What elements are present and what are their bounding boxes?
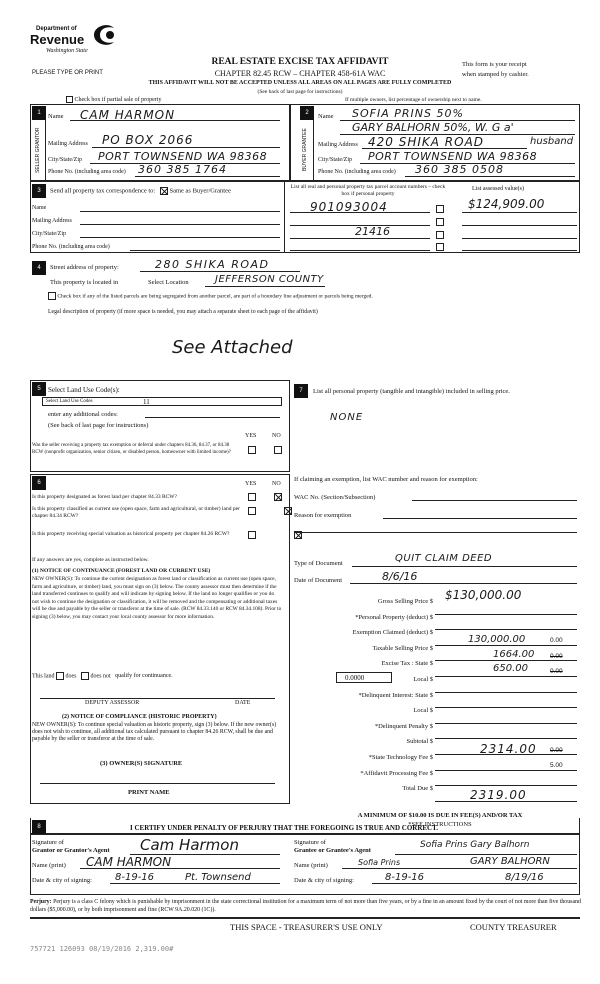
taxable-printed: 0.00	[550, 637, 563, 644]
seller-name-label: Name	[48, 113, 64, 120]
grantee-name-label: Name (print)	[294, 862, 328, 869]
seller-phone[interactable]: 360 385 1764	[138, 163, 227, 176]
buyer-name-label: Name	[318, 113, 334, 120]
taxable-price[interactable]: 130,000.00	[468, 634, 526, 645]
seller-mailing[interactable]: PO BOX 2066	[102, 133, 194, 147]
dept-of-text: Department of	[36, 26, 77, 32]
grantee-sig-label-2: Grantee or Grantee's Agent	[294, 847, 371, 854]
county[interactable]: JEFFERSON COUNTY	[215, 274, 324, 285]
parcel-1[interactable]: 901093004	[310, 200, 388, 214]
doc-type[interactable]: QUIT CLAIM DEED	[395, 553, 493, 564]
legal-description[interactable]: See Attached	[172, 337, 293, 358]
current-use-yes-checkbox[interactable]	[248, 507, 256, 515]
land-use-yes: YES	[245, 433, 257, 439]
designation-box	[30, 474, 290, 804]
partial-sale-checkbox[interactable]	[66, 96, 73, 103]
receipt-note-line2: when stamped by cashier.	[462, 71, 529, 78]
this-land-label: This land	[32, 673, 55, 680]
segregated-checkbox[interactable]	[48, 292, 56, 300]
grantee-date-1[interactable]: 8-19-16	[385, 872, 425, 883]
buyer-mailing-label: Mailing Address	[318, 142, 358, 148]
seller-side-label: SELLER GRANTOR	[35, 127, 41, 173]
partial-sale-label: Check box if partial sale of property	[74, 96, 162, 103]
compliance-text: NEW OWNER(S): To continue special valuation as historic property, sign (3) below. If the new owner(s) does not wish to continue, all additional tax calculated pursuant to chapter 84.26 RCW, shall be due and payable by the seller or transferor at the time of sale.	[32, 722, 277, 742]
exemption-question: Was the seller receiving a property tax exemption or deferral under chapters 84.36, 84.37, or 84.38 RCW (nonprofit organization, senior citizen, or disabled person, homeowner with limited income)?	[32, 443, 231, 455]
section-6-number: 6	[32, 476, 46, 490]
revenue-text: Revenue	[30, 32, 85, 47]
print-name-label: PRINT NAME	[128, 789, 170, 796]
grantee-sig-label-1: Signature of	[294, 839, 326, 846]
seller-mailing-label: Mailing Address	[48, 141, 88, 147]
forest-yes-checkbox[interactable]	[248, 493, 256, 501]
owner-signature-label: (3) OWNER(S) SIGNATURE	[100, 760, 183, 767]
buyer-mailing[interactable]: 420 SHIKA ROAD	[368, 135, 485, 149]
select-location[interactable]: Select Location	[148, 279, 189, 286]
tax-labels	[300, 594, 433, 797]
seller-city-label: City/State/Zip	[48, 157, 82, 163]
section-5-number: 5	[32, 382, 46, 396]
see-instructions-note: *SEE INSTRUCTIONS	[408, 821, 472, 828]
dor-logo	[30, 22, 125, 64]
grantee-name-2[interactable]: GARY BALHORN	[470, 856, 550, 867]
doc-date-label: Date of Document	[294, 577, 343, 584]
buyer-phone-label: Phone No. (including area code)	[318, 169, 396, 175]
parcels-header: List all real and personal property tax parcel account numbers – check box if personal property	[290, 184, 446, 197]
buyer-name-2[interactable]: GARY BALHORN 50%, W. G a'	[352, 121, 514, 134]
form-warning: THIS AFFIDAVIT WILL NOT BE ACCEPTED UNLESS ALL AREAS ON ALL PAGES ARE FULLY COMPLETED	[148, 80, 452, 86]
grantor-sig-label-1: Signature of	[32, 839, 64, 846]
street-label: Street address of property:	[50, 264, 119, 271]
land-use-see-back: (See back of last page for instructions)	[48, 422, 149, 429]
assessed-header: List assessed value(s)	[472, 186, 524, 192]
buyer-side-label: BUYER GRANTEE	[302, 128, 308, 172]
forest-question: Is this property designated as forest land per chapter 84.33 RCW?	[32, 494, 177, 500]
grantor-signature[interactable]: Cam Harmon	[140, 836, 239, 854]
exemption-claim-label: If claiming an exemption, list WAC number and reason for exemption:	[294, 476, 478, 483]
receipt-note-line1: This form is your receipt	[462, 61, 527, 68]
excise-state-label: Excise Tax : State $	[381, 660, 433, 668]
historic-question: Is this property receiving special valuation as historical property per chapter 84.26 RCW?	[32, 531, 230, 537]
see-back-instructions: (See back of last page for instructions)	[257, 89, 343, 95]
delinq-penalty-label: *Delinquent Penalty $	[374, 722, 433, 730]
buyer-husband-note: husband	[530, 136, 574, 147]
same-as-buyer-checkbox[interactable]	[160, 187, 168, 195]
buyer-phone[interactable]: 360 385 0508	[415, 163, 504, 176]
doc-type-label: Type of Document	[294, 560, 343, 567]
tech-fee: 5.00	[550, 762, 563, 769]
gross-label: Gross Selling Price $	[377, 598, 433, 605]
corr-name-label: Name	[32, 205, 47, 211]
excise-state-printed: 0.00	[550, 653, 563, 660]
located-label: This property is located in	[50, 279, 119, 286]
subtotal[interactable]: 2314.00	[480, 742, 537, 756]
delinq-local-label: Local $	[413, 707, 433, 715]
if-yes-note: If any answers are yes, complete as instructed below.	[32, 557, 149, 563]
section-4-number: 4	[32, 261, 46, 275]
qualify-label: qualify for continuance.	[115, 673, 173, 680]
seller-phone-label: Phone No. (including area code)	[48, 169, 126, 175]
parcel-2-checkbox[interactable]	[436, 218, 444, 226]
segregated-row	[48, 292, 373, 300]
wa-logo-icon	[90, 22, 120, 48]
receipt-note	[462, 60, 529, 80]
section-8-number: 8	[32, 820, 46, 834]
current-use-question: Is this property classified as current use (open space, farm and agricultural, or timber) land per chapter 84.34 RCW?	[32, 506, 240, 519]
minimum-note: A MINIMUM OF $10.00 IS DUE IN FEE(S) AND/OR TAX	[357, 812, 523, 819]
grantee-name-1[interactable]: Sofia Prins	[358, 858, 401, 867]
personal-deduct-label: *Personal Property (deduct) $	[355, 613, 433, 621]
parcel-2[interactable]: 21416	[355, 225, 390, 238]
grantee-sig-label	[294, 839, 371, 855]
perjury-text	[30, 898, 585, 914]
corr-phone-label: Phone No. (including area code)	[32, 244, 110, 250]
excise-state[interactable]: 1664.00	[493, 649, 535, 660]
deputy-date-label: DATE	[235, 700, 251, 706]
section-2-number: 2	[300, 106, 314, 120]
tech-fee-label: *State Technology Fee $	[368, 753, 433, 761]
gross-price[interactable]: $130,000.00	[445, 588, 522, 602]
seller-city[interactable]: PORT TOWNSEND WA 98368	[98, 150, 268, 163]
grantee-signature[interactable]: Sofia Prins Gary Balhorn	[420, 840, 530, 850]
grantor-sig-label-2: Grantor or Grantor's Agent	[32, 847, 110, 854]
same-as-buyer-label: Same as Buyer/Grantee	[169, 187, 231, 195]
buyer-city[interactable]: PORT TOWNSEND WA 98368	[368, 150, 538, 163]
proc-fee-label: *Affidavit Processing Fee $	[360, 769, 433, 777]
street-address[interactable]: 280 SHIKA ROAD	[155, 258, 270, 271]
personal-property-value[interactable]: NONE	[330, 412, 364, 423]
grantor-name-label: Name (print)	[32, 862, 66, 869]
this-land-row	[32, 672, 173, 680]
doc-date[interactable]: 8/6/16	[382, 570, 418, 583]
enter-codes-label: enter any additional codes:	[48, 411, 118, 418]
buyer-city-label: City/State/Zip	[318, 157, 352, 163]
form-chapter: CHAPTER 82.45 RCW – CHAPTER 458-61A WAC	[214, 69, 386, 78]
exemption-no-checkbox[interactable]	[274, 446, 282, 454]
continuance-text: NEW OWNER(S): To continue the current designation as forest land or classification as current use (open space, farm and agriculture, or timber) land, you must sign on (3) below. The county assessor must then determine if the land transferred continues to qualify and will indicate by signing below. If the land no longer qualifies or you do not wish to continue the designation or classification, it will be removed and the compensating or additional taxes will be due and payable by the seller or transferor at the time of sale. (RCW 84.33.140 or RCW 84.34.108). Prior to signing (3) below, you may contact your local county assessor for more information.	[32, 576, 282, 620]
deputy-assessor-label: DEPUTY ASSESSOR	[85, 700, 140, 706]
washington-state-text: Washington State	[46, 48, 88, 54]
correspondence-label-row	[50, 187, 231, 195]
designation-no: NO	[272, 481, 281, 487]
compliance-title: (2) NOTICE OF COMPLIANCE (HISTORIC PROPERTY)	[62, 714, 217, 720]
corr-city-label: City/State/Zip	[32, 231, 66, 237]
parcel-4-checkbox[interactable]	[436, 243, 444, 251]
delinq-int-label: *Delinquent Interest: State $	[358, 691, 433, 699]
land-use-no: NO	[272, 433, 281, 439]
buyer-name-1[interactable]: SOFIA PRINS 50%	[352, 107, 464, 120]
land-use-select[interactable]	[42, 397, 282, 406]
parcel-3-checkbox[interactable]	[436, 231, 444, 239]
grantor-sig-label	[32, 839, 110, 855]
personal-property-label: List all personal property (tangible and intangible) included in selling price.	[313, 388, 510, 395]
does-label: does	[65, 673, 77, 680]
legal-label: Legal description of property (if more space is needed, you may attach a separate sheet to each page of the affidavit)	[48, 309, 318, 315]
forest-no-checkbox[interactable]	[274, 493, 282, 501]
land-use-label: Select Land Use Code(s):	[48, 386, 120, 394]
reason-label: Reason for exemption	[294, 512, 352, 519]
partial-sale-row	[66, 96, 161, 103]
excise-local[interactable]: 650.00	[493, 663, 528, 674]
taxable-label: Taxable Selling Price $	[372, 644, 433, 652]
total-due[interactable]: 2319.00	[470, 788, 527, 802]
grantor-city[interactable]: Pt. Townsend	[185, 872, 251, 883]
parcel-1-checkbox[interactable]	[436, 205, 444, 213]
wac-label: WAC No. (Section/Subsection)	[294, 494, 376, 501]
excise-local-label: Local $	[413, 675, 433, 683]
current-use-no-checkbox[interactable]	[284, 507, 292, 515]
exemption-deduct-label: Exemption Claimed (deduct) $	[352, 629, 433, 637]
section-1-number: 1	[32, 106, 46, 120]
section-3-number: 3	[32, 184, 46, 198]
land-use-placeholder: Select Land Use Codes	[46, 399, 93, 404]
segregated-label: Check box if any of the listed parcels are being segregated from another parcel, are part of a boundary line adjustment or parcels being merged.	[57, 293, 373, 300]
subtotal-printed: 0.00	[550, 747, 563, 754]
subtotal-label: Subtotal $	[406, 738, 433, 746]
grantor-name[interactable]: CAM HARMON	[86, 855, 172, 869]
certify-text: I CERTIFY UNDER PENALTY OF PERJURY THAT THE FOREGOING IS TRUE AND CORRECT.	[130, 824, 439, 832]
party-divider	[289, 104, 291, 181]
form-title: REAL ESTATE EXCISE TAX AFFIDAVIT	[211, 57, 389, 67]
designation-yes: YES	[245, 481, 257, 487]
county-treasurer-label: COUNTY TREASURER	[470, 922, 557, 932]
continuance-title: (1) NOTICE OF CONTINUANCE (FOREST LAND OR CURRENT USE)	[32, 568, 211, 574]
does-not-checkbox[interactable]	[81, 672, 89, 680]
corr-mailing-label: Mailing Address	[32, 218, 72, 224]
assessed-value-1[interactable]: $124,909.00	[468, 197, 545, 211]
grantor-date-label: Date & city of signing:	[32, 877, 92, 884]
perjury-body: Perjury is a class C felony which is punishable by imprisonment in the state correctional institution for a maximum term of not more than five years, or by a fine in an amount fixed by the court of not more than five thousand dollars ($5,000.00), or by both imprisonment and fine (RCW 9A.20.020 (1C)).	[30, 899, 581, 913]
section-7-number: 7	[294, 384, 308, 398]
excise-local-printed: 0.00	[550, 668, 563, 675]
exemption-yes-checkbox[interactable]	[248, 446, 256, 454]
does-not-label: does not	[90, 673, 111, 680]
treasurer-use-label: THIS SPACE - TREASURER'S USE ONLY	[230, 922, 383, 932]
seller-name[interactable]: CAM HARMON	[80, 108, 176, 122]
please-type: PLEASE TYPE OR PRINT	[32, 70, 103, 76]
grantor-date[interactable]: 8-19-16	[115, 872, 155, 883]
local-rate-box[interactable]: 0.0000	[336, 672, 392, 683]
correspondence-label: Send all property tax correspondence to:	[50, 187, 156, 195]
grantee-date-2[interactable]: 8/19/16	[505, 872, 544, 883]
total-label: Total Due $	[402, 785, 433, 793]
receipt-stamp: 757721 126093 08/19/2016 2,319.00#	[30, 945, 174, 953]
land-use-value: 11	[143, 398, 150, 406]
grantee-date-label: Date & city of signing:	[294, 877, 354, 884]
historic-yes-checkbox[interactable]	[248, 531, 256, 539]
multiple-owners-label: If multiple owners, list percentage of ownership next to name.	[345, 97, 482, 103]
perjury-label: Perjury:	[30, 899, 52, 905]
does-checkbox[interactable]	[56, 672, 64, 680]
